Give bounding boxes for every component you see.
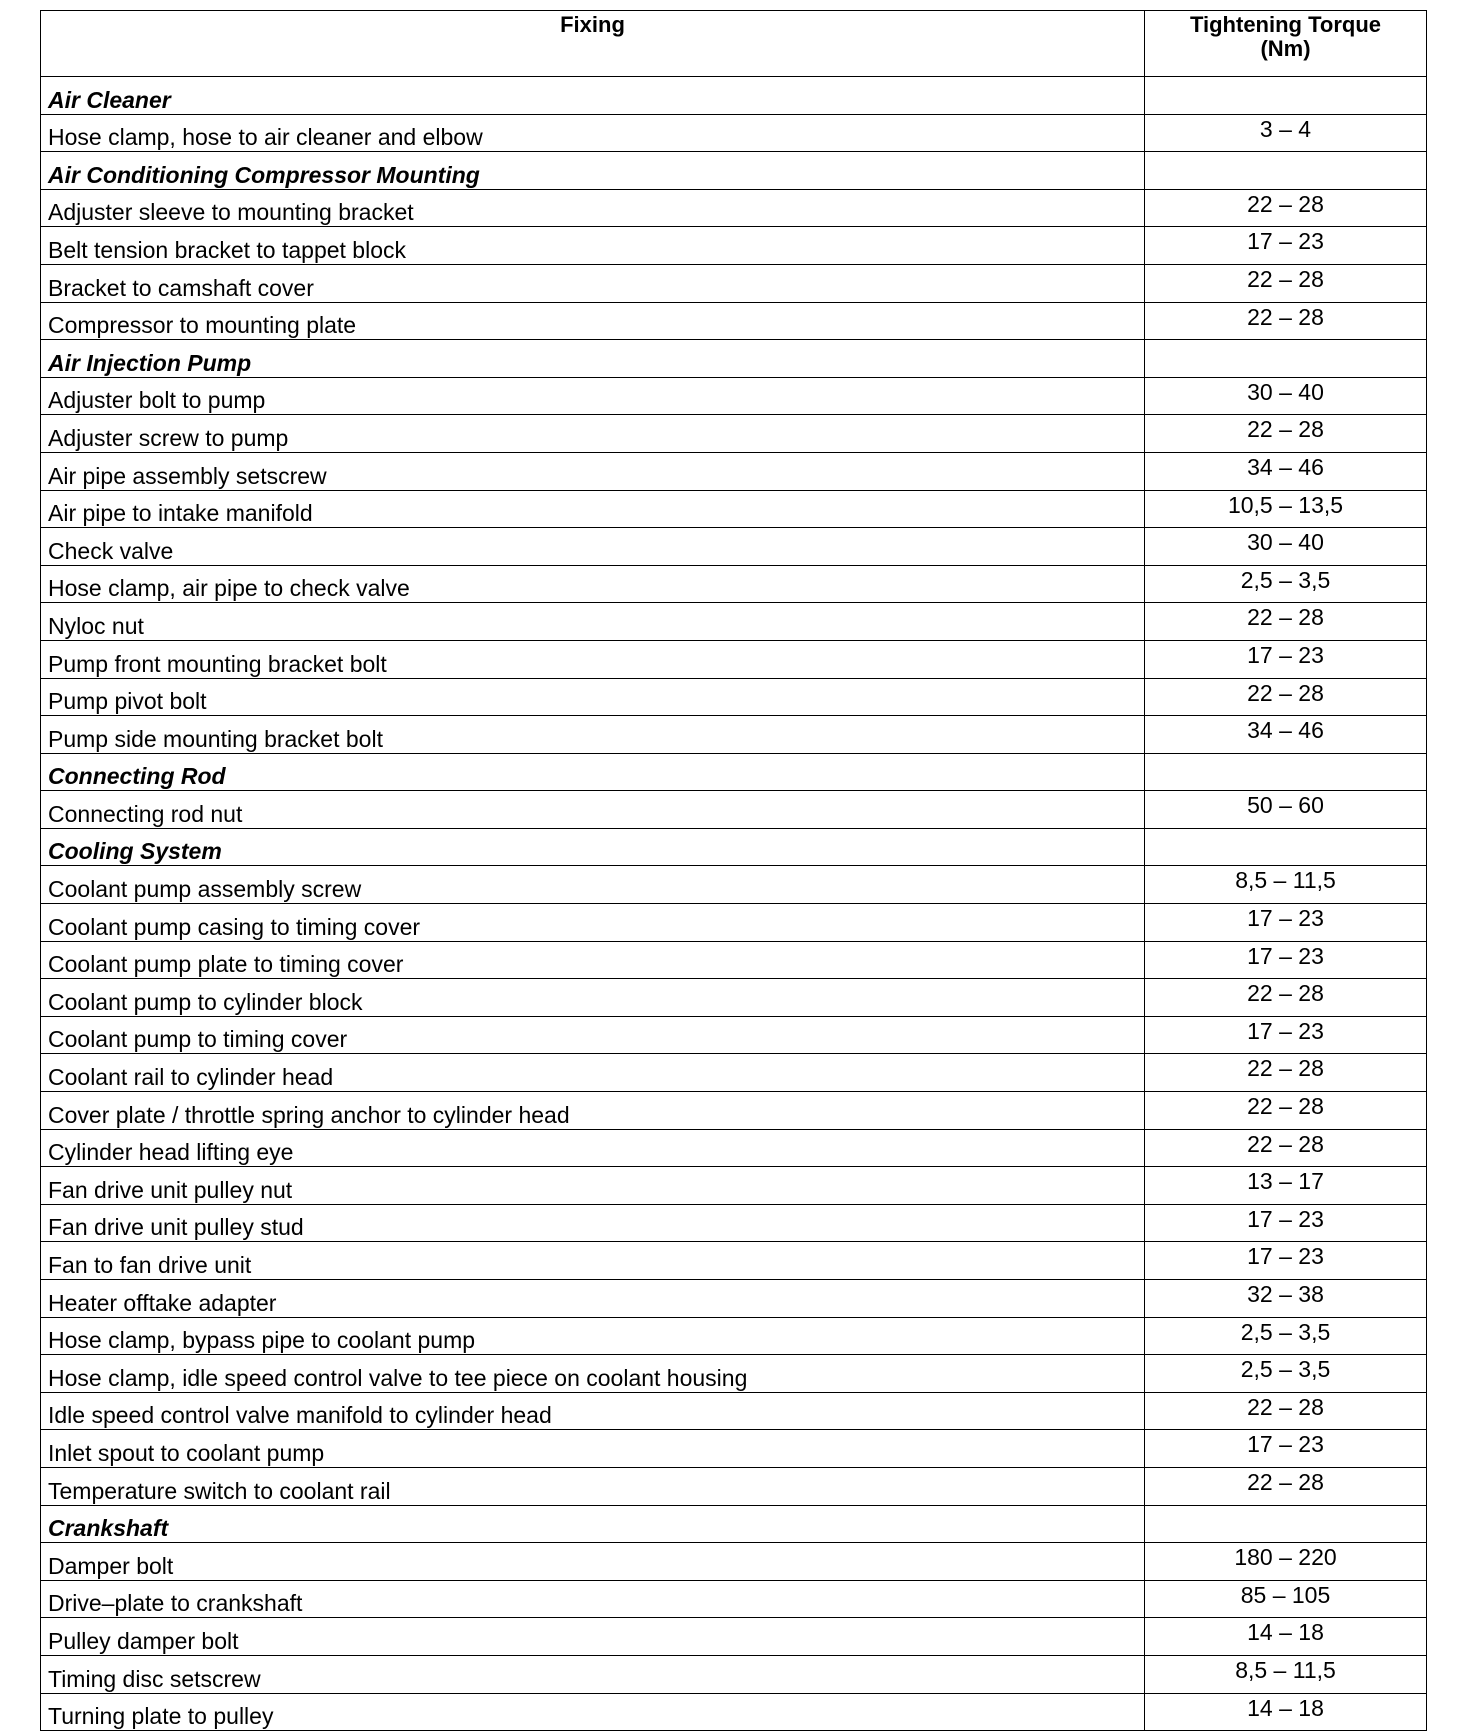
fixing-cell: Pump front mounting bracket bolt — [41, 640, 1145, 678]
fixing-cell: Belt tension bracket to tappet block — [41, 227, 1145, 265]
table-row — [41, 452, 1427, 490]
table-row — [41, 1167, 1427, 1205]
fixing-header-label: Fixing — [560, 12, 625, 37]
table-row — [41, 941, 1427, 979]
torque-column-header — [1145, 11, 1427, 77]
table-row — [41, 1392, 1427, 1430]
table-row — [41, 114, 1427, 152]
section-header-row — [41, 828, 1427, 866]
torque-cell — [1145, 753, 1427, 791]
fixing-cell: Fan drive unit pulley nut — [41, 1167, 1145, 1205]
fixing-cell: Adjuster bolt to pump — [41, 377, 1145, 415]
fixing-cell: Hose clamp, bypass pipe to coolant pump — [41, 1317, 1145, 1355]
table-row — [41, 678, 1427, 716]
table-row — [41, 415, 1427, 453]
torque-cell — [1145, 77, 1427, 115]
fixing-cell: Cylinder head lifting eye — [41, 1129, 1145, 1167]
torque-cell: 14 – 18 — [1145, 1693, 1427, 1731]
torque-cell: 2,5 – 3,5 — [1145, 565, 1427, 603]
section-title: Air Cleaner — [41, 77, 1145, 115]
torque-cell: 22 – 28 — [1145, 603, 1427, 641]
torque-cell: 22 – 28 — [1145, 264, 1427, 302]
table-row — [41, 1280, 1427, 1318]
torque-cell: 14 – 18 — [1145, 1618, 1427, 1656]
fixing-cell: Check valve — [41, 528, 1145, 566]
torque-cell: 17 – 23 — [1145, 1016, 1427, 1054]
torque-cell: 22 – 28 — [1145, 1467, 1427, 1505]
torque-cell: 17 – 23 — [1145, 1242, 1427, 1280]
torque-cell: 34 – 46 — [1145, 716, 1427, 754]
fixing-cell: Cover plate / throttle spring anchor to cylinder head — [41, 1092, 1145, 1130]
table-row — [41, 1129, 1427, 1167]
table-row — [41, 1655, 1427, 1693]
torque-cell: 17 – 23 — [1145, 1430, 1427, 1468]
fixing-cell: Coolant rail to cylinder head — [41, 1054, 1145, 1092]
fixing-cell: Turning plate to pulley — [41, 1693, 1145, 1731]
section-header-row — [41, 1505, 1427, 1543]
fixing-cell: Pulley damper bolt — [41, 1618, 1145, 1656]
fixing-cell: Air pipe to intake manifold — [41, 490, 1145, 528]
header-row — [41, 11, 1427, 77]
torque-header-label: Tightening Torque — [1189, 12, 1382, 37]
table-row — [41, 490, 1427, 528]
torque-cell: 17 – 23 — [1145, 941, 1427, 979]
table-row — [41, 302, 1427, 340]
table-row — [41, 227, 1427, 265]
torque-cell: 32 – 38 — [1145, 1280, 1427, 1318]
torque-cell: 8,5 – 11,5 — [1145, 1655, 1427, 1693]
table-row — [41, 1543, 1427, 1581]
torque-cell: 180 – 220 — [1145, 1543, 1427, 1581]
section-title: Air Conditioning Compressor Mounting — [41, 152, 1145, 190]
fixing-cell: Connecting rod nut — [41, 791, 1145, 829]
table-row — [41, 904, 1427, 942]
fixing-cell: Damper bolt — [41, 1543, 1145, 1581]
fixing-cell: Heater offtake adapter — [41, 1280, 1145, 1318]
table-row — [41, 1580, 1427, 1618]
torque-cell: 22 – 28 — [1145, 678, 1427, 716]
fixing-cell: Coolant pump plate to timing cover — [41, 941, 1145, 979]
table-row — [41, 1467, 1427, 1505]
torque-table — [40, 10, 1427, 1731]
torque-cell: 34 – 46 — [1145, 452, 1427, 490]
table-row — [41, 1092, 1427, 1130]
fixing-cell: Fan to fan drive unit — [41, 1242, 1145, 1280]
torque-cell: 8,5 – 11,5 — [1145, 866, 1427, 904]
torque-cell — [1145, 340, 1427, 378]
table-row — [41, 1693, 1427, 1731]
torque-cell — [1145, 1505, 1427, 1543]
table-row — [41, 1618, 1427, 1656]
fixing-cell: Bracket to camshaft cover — [41, 264, 1145, 302]
fixing-cell: Drive–plate to crankshaft — [41, 1580, 1145, 1618]
fixing-cell: Adjuster screw to pump — [41, 415, 1145, 453]
fixing-cell: Air pipe assembly setscrew — [41, 452, 1145, 490]
section-header-row — [41, 77, 1427, 115]
torque-cell: 17 – 23 — [1145, 1204, 1427, 1242]
table-row — [41, 1242, 1427, 1280]
table-row — [41, 716, 1427, 754]
torque-cell: 50 – 60 — [1145, 791, 1427, 829]
table-row — [41, 791, 1427, 829]
table-row — [41, 528, 1427, 566]
torque-cell: 17 – 23 — [1145, 640, 1427, 678]
torque-cell: 22 – 28 — [1145, 189, 1427, 227]
table-row — [41, 640, 1427, 678]
table-row — [41, 1355, 1427, 1393]
table-row — [41, 1054, 1427, 1092]
fixing-cell: Pump side mounting bracket bolt — [41, 716, 1145, 754]
fixing-cell: Coolant pump assembly screw — [41, 866, 1145, 904]
section-header-row — [41, 340, 1427, 378]
table-row — [41, 189, 1427, 227]
torque-cell: 22 – 28 — [1145, 1092, 1427, 1130]
table-row — [41, 377, 1427, 415]
fixing-cell: Hose clamp, air pipe to check valve — [41, 565, 1145, 603]
fixing-cell: Nyloc nut — [41, 603, 1145, 641]
torque-cell: 30 – 40 — [1145, 528, 1427, 566]
table-row — [41, 1204, 1427, 1242]
torque-cell: 17 – 23 — [1145, 904, 1427, 942]
torque-cell: 22 – 28 — [1145, 302, 1427, 340]
fixing-cell: Hose clamp, idle speed control valve to tee piece on coolant housing — [41, 1355, 1145, 1393]
fixing-cell: Compressor to mounting plate — [41, 302, 1145, 340]
fixing-cell: Fan drive unit pulley stud — [41, 1204, 1145, 1242]
fixing-column-header — [41, 11, 1145, 77]
torque-cell: 30 – 40 — [1145, 377, 1427, 415]
table-row — [41, 264, 1427, 302]
torque-cell: 22 – 28 — [1145, 1392, 1427, 1430]
section-header-row — [41, 152, 1427, 190]
fixing-cell: Coolant pump casing to timing cover — [41, 904, 1145, 942]
table-body — [41, 77, 1427, 1731]
torque-cell: 17 – 23 — [1145, 227, 1427, 265]
table-row — [41, 866, 1427, 904]
table-row — [41, 565, 1427, 603]
fixing-cell: Idle speed control valve manifold to cylinder head — [41, 1392, 1145, 1430]
torque-cell: 3 – 4 — [1145, 114, 1427, 152]
fixing-cell: Temperature switch to coolant rail — [41, 1467, 1145, 1505]
section-title: Crankshaft — [41, 1505, 1145, 1543]
fixing-cell: Coolant pump to timing cover — [41, 1016, 1145, 1054]
fixing-cell: Hose clamp, hose to air cleaner and elbow — [41, 114, 1145, 152]
fixing-cell: Inlet spout to coolant pump — [41, 1430, 1145, 1468]
section-header-row — [41, 753, 1427, 791]
table-row — [41, 1317, 1427, 1355]
torque-cell: 85 – 105 — [1145, 1580, 1427, 1618]
section-title: Cooling System — [41, 828, 1145, 866]
torque-cell: 2,5 – 3,5 — [1145, 1355, 1427, 1393]
table-row — [41, 603, 1427, 641]
torque-cell: 22 – 28 — [1145, 1129, 1427, 1167]
torque-cell: 22 – 28 — [1145, 1054, 1427, 1092]
section-title: Connecting Rod — [41, 753, 1145, 791]
fixing-cell: Timing disc setscrew — [41, 1655, 1145, 1693]
fixing-cell: Adjuster sleeve to mounting bracket — [41, 189, 1145, 227]
torque-cell: 22 – 28 — [1145, 979, 1427, 1017]
table-row — [41, 1430, 1427, 1468]
torque-cell — [1145, 152, 1427, 190]
section-title: Air Injection Pump — [41, 340, 1145, 378]
torque-cell: 10,5 – 13,5 — [1145, 490, 1427, 528]
torque-cell: 22 – 28 — [1145, 415, 1427, 453]
torque-cell — [1145, 828, 1427, 866]
fixing-cell: Coolant pump to cylinder block — [41, 979, 1145, 1017]
table-row — [41, 979, 1427, 1017]
fixing-cell: Pump pivot bolt — [41, 678, 1145, 716]
torque-cell: 13 – 17 — [1145, 1167, 1427, 1205]
torque-header-unit: (Nm) — [1260, 36, 1311, 61]
table-row — [41, 1016, 1427, 1054]
torque-cell: 2,5 – 3,5 — [1145, 1317, 1427, 1355]
